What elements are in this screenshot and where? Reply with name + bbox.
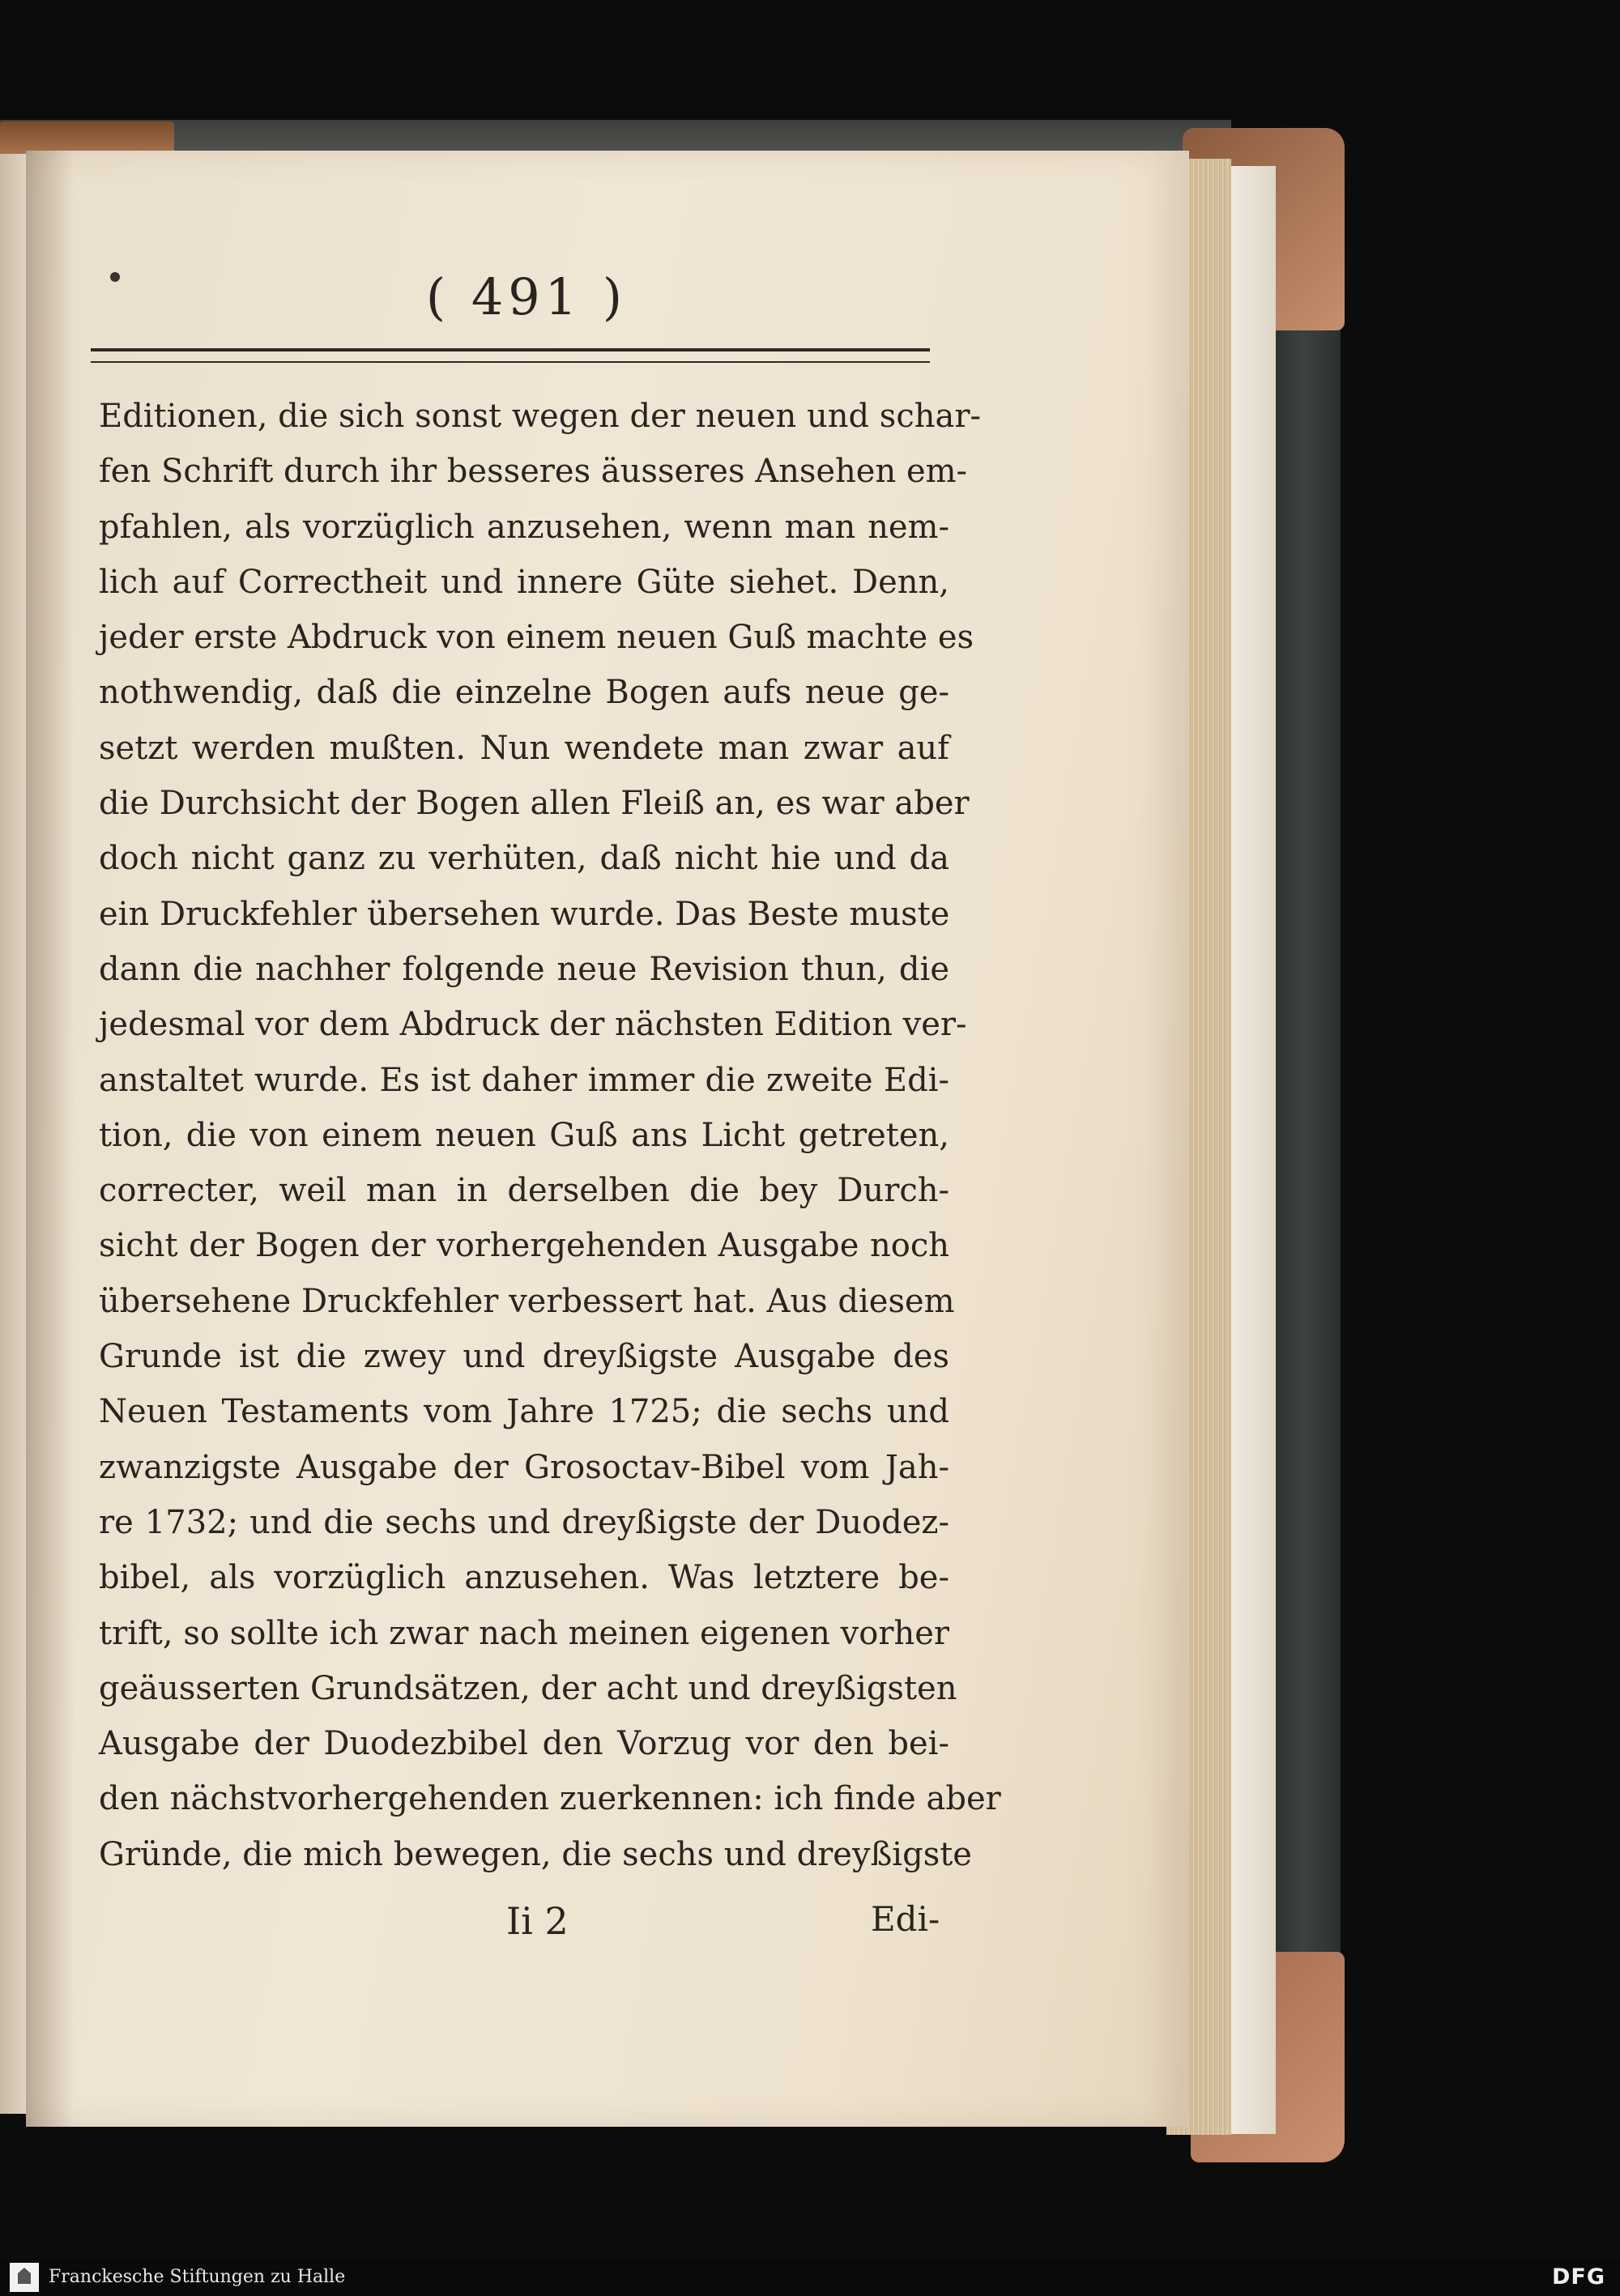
text-line: den nächstvorhergehenden zuerkennen: ich finde aber <box>99 1780 1001 1818</box>
text-line: Gründe, die mich bewegen, die sechs und dreyßigste <box>99 1835 972 1873</box>
institution-logo-icon <box>10 2263 39 2292</box>
text-line: anstaltet wurde. Es ist daher immer die zweite Edi- <box>99 1061 949 1099</box>
text-line: bibel, als vorzüglich anzusehen. Was letztere be- <box>99 1559 949 1597</box>
text-line: pfahlen, als vorzüglich anzusehen, wenn man nem- <box>99 508 949 546</box>
text-line: setzt werden mußten. Nun wendete man zwar auf <box>99 729 949 767</box>
page-number: ( 491 ) <box>425 267 628 326</box>
text-line: lich auf Correctheit und innere Güte siehet. Denn, <box>99 563 949 601</box>
text-line: sicht der Bogen der vorhergehenden Ausgabe noch <box>99 1227 949 1265</box>
text-line: correcter, weil man in derselben die bey Durch- <box>99 1172 949 1210</box>
page-text <box>99 389 1001 1882</box>
text-line: Ausgabe der Duodezbibel den Vorzug vor den bei- <box>99 1725 949 1763</box>
text-line: geäusserten Grundsätzen, der acht und dreyßigsten <box>99 1669 957 1707</box>
text-line: zwanzigste Ausgabe der Grosoctav-Bibel vom Jah- <box>99 1448 949 1486</box>
text-line: re 1732; und die sechs und dreyßigste der Duodez- <box>99 1503 949 1541</box>
page-edge-flyleaf <box>1227 166 1276 2134</box>
text-line: tion, die von einem neuen Guß ans Licht getreten, <box>99 1116 949 1154</box>
institution-name: Franckesche Stiftungen zu Halle <box>49 2267 346 2287</box>
text-line: jeder erste Abdruck von einem neuen Guß machte es <box>99 619 974 657</box>
signature-mark: Ii 2 <box>506 1899 569 1943</box>
text-line: dann die nachher folgende neue Revision thun, die <box>99 950 949 988</box>
catchword: Edi- <box>871 1899 940 1939</box>
text-line: jedesmal vor dem Abdruck der nächsten Edition ver- <box>99 1006 967 1044</box>
text-line: doch nicht ganz zu verhüten, daß nicht hie und da <box>99 840 949 878</box>
text-line: übersehene Druckfehler verbessert hat. Aus diesem <box>99 1282 955 1320</box>
text-line: fen Schrift durch ihr besseres äusseres Ansehen em- <box>99 453 968 491</box>
dfg-logo: DFG <box>1551 2264 1605 2290</box>
text-line: trift, so sollte ich zwar nach meinen eigenen vorher <box>99 1614 949 1652</box>
text-line: Editionen, die sich sonst wegen der neuen und schar- <box>99 398 981 435</box>
text-line: Grunde ist die zwey und dreyßigste Ausgabe des <box>99 1338 949 1376</box>
header-rule <box>91 348 930 363</box>
text-line: nothwendig, daß die einzelne Bogen aufs neue ge- <box>99 674 949 712</box>
gutter-shadow <box>26 151 75 2127</box>
text-line: Neuen Testaments vom Jahre 1725; die sechs und <box>99 1393 949 1431</box>
ink-dot <box>110 272 120 282</box>
text-line: ein Druckfehler übersehen wurde. Das Beste muste <box>99 895 950 933</box>
text-line: die Durchsicht der Bogen allen Fleiß an, es war aber <box>99 785 970 823</box>
footer-bar <box>0 2260 1620 2296</box>
